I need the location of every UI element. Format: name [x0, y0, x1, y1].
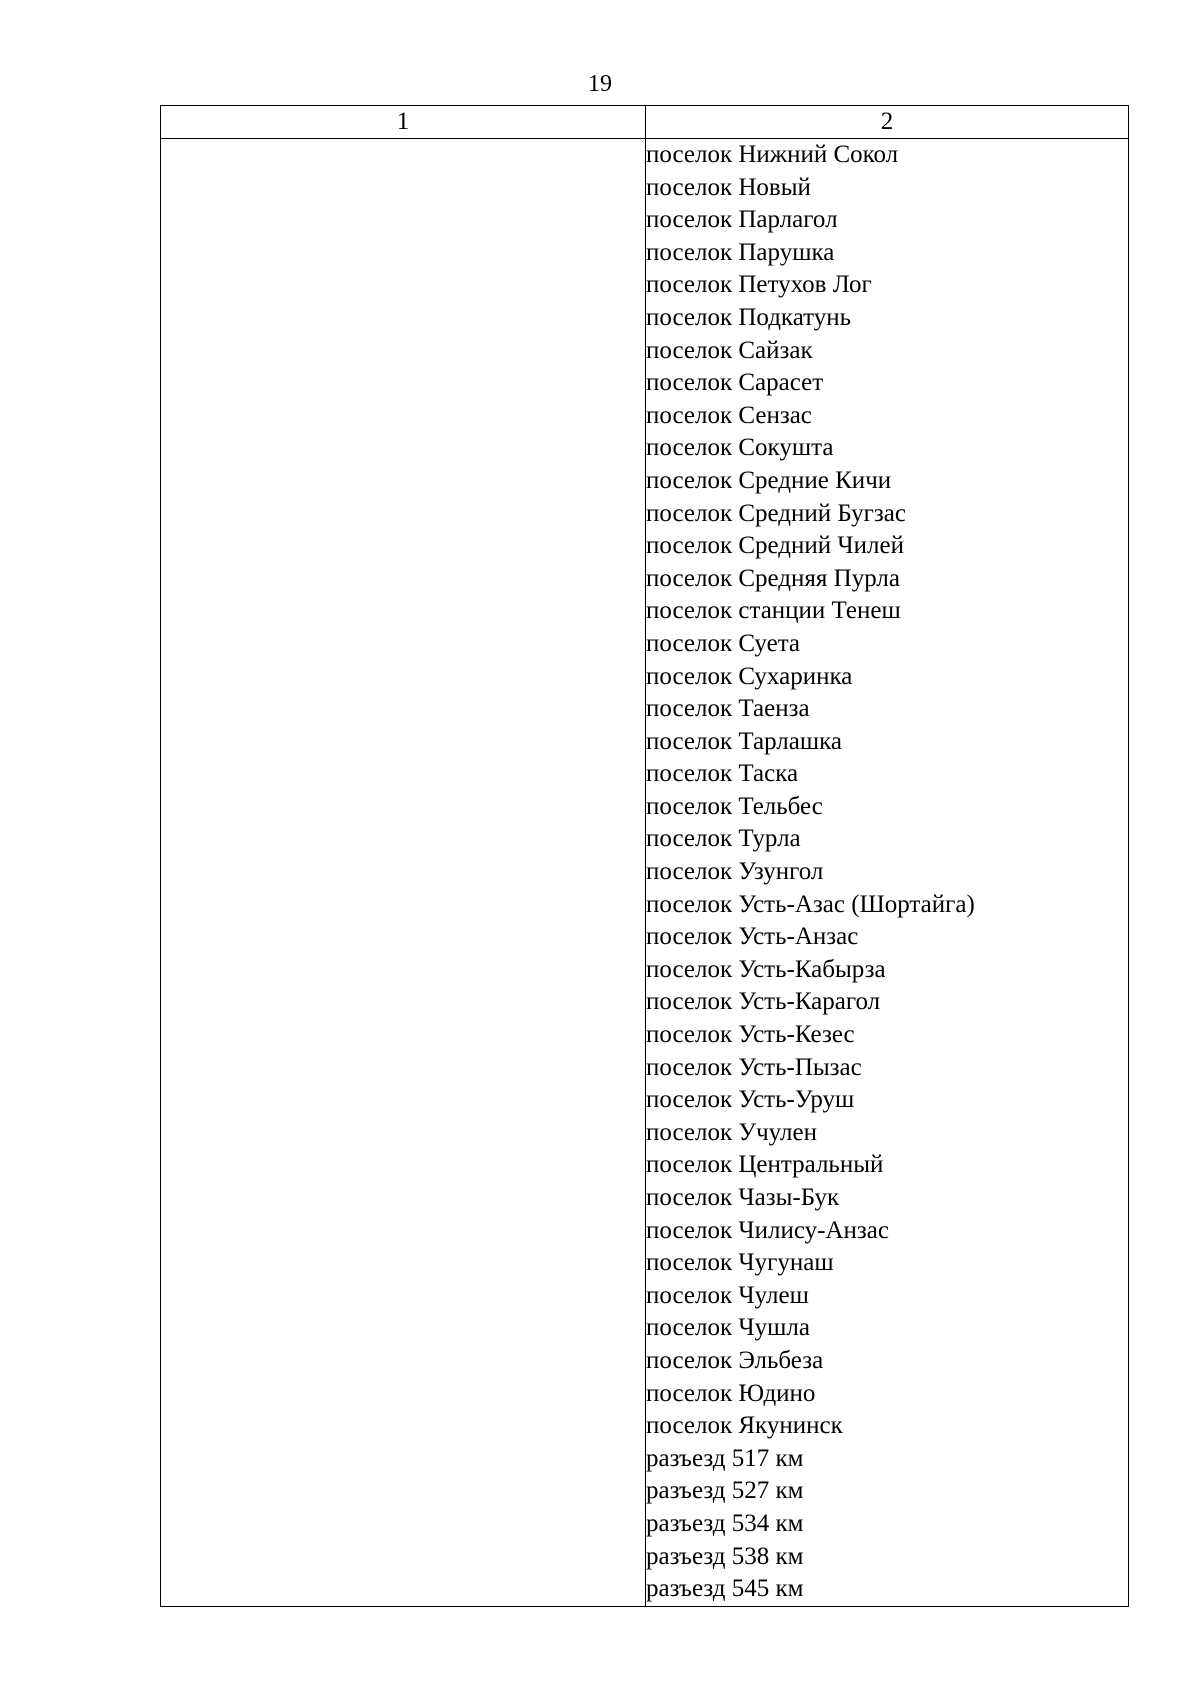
place-item: поселок Сокушта [646, 434, 834, 462]
place-item: поселок Парлагол [646, 206, 838, 234]
place-item: поселок Таска [646, 760, 799, 788]
place-item: разъезд 517 км [646, 1444, 804, 1472]
place-item: поселок Сензас [646, 401, 812, 429]
place-item: поселок Средний Чилей [646, 532, 904, 560]
table-header-row [161, 106, 1129, 139]
place-list [646, 139, 1128, 1606]
place-item: поселок Центральный [646, 1151, 884, 1179]
place-item: поселок Эльбеза [646, 1346, 824, 1374]
place-item: поселок Сарасет [646, 369, 824, 397]
page-number: 19 [588, 71, 612, 97]
place-item: разъезд 534 км [646, 1509, 804, 1537]
place-item: поселок Таенза [646, 695, 810, 723]
place-item: поселок Чулеш [646, 1281, 809, 1309]
place-item: поселок Тарлашка [646, 727, 842, 755]
place-item: поселок Средние Кичи [646, 466, 892, 494]
place-item: поселок Тельбес [646, 792, 823, 820]
place-item: поселок Чилису-Анзас [646, 1216, 889, 1244]
column-header-2: 2 [646, 106, 1129, 139]
place-item: поселок Усть-Кабырза [646, 955, 886, 983]
place-item: поселок Узунгол [646, 858, 824, 886]
table-row [161, 139, 1129, 1607]
column-header-1: 1 [161, 106, 646, 139]
place-item: разъезд 538 км [646, 1542, 804, 1570]
place-item: поселок Юдино [646, 1379, 816, 1407]
place-item: поселок Петухов Лог [646, 271, 872, 299]
place-item: поселок Сухаринка [646, 662, 853, 690]
place-item: поселок Чазы-Бук [646, 1184, 840, 1211]
place-item: поселок Нижний Сокол [646, 141, 899, 168]
place-item: поселок Якунинск [646, 1412, 843, 1440]
place-item: поселок Подкатунь [646, 303, 852, 331]
place-item: поселок Средняя Пурла [646, 564, 900, 592]
place-item: поселок Усть-Анзас [646, 923, 859, 951]
place-item: поселок Средний Бугзас [646, 499, 906, 527]
place-item: поселок Усть-Пызас [646, 1053, 862, 1081]
place-item: поселок Усть-Карагол [646, 988, 881, 1016]
place-item: разъезд 527 км [646, 1477, 804, 1505]
place-item: поселок Парушка [646, 238, 835, 266]
settlements-table [160, 105, 1129, 1607]
place-item: поселок Усть-Кезес [646, 1021, 855, 1049]
place-item: поселок Усть-Уруш [646, 1086, 855, 1114]
place-item: поселок Чугунаш [646, 1249, 834, 1277]
column-1-cell [161, 139, 646, 1607]
place-item: поселок Сайзак [646, 336, 813, 364]
place-item: поселок Чушла [646, 1314, 810, 1342]
column-2-cell [646, 139, 1129, 1607]
place-item: поселок Учулен [646, 1118, 817, 1146]
place-item: поселок Турла [646, 825, 801, 853]
place-item: поселок Суета [646, 629, 801, 657]
place-item: разъезд 545 км [646, 1575, 804, 1603]
place-item: поселок станции Тенеш [646, 597, 901, 625]
place-item: поселок Новый [646, 173, 811, 201]
place-item: поселок Усть-Азас (Шортайга) [646, 890, 975, 918]
